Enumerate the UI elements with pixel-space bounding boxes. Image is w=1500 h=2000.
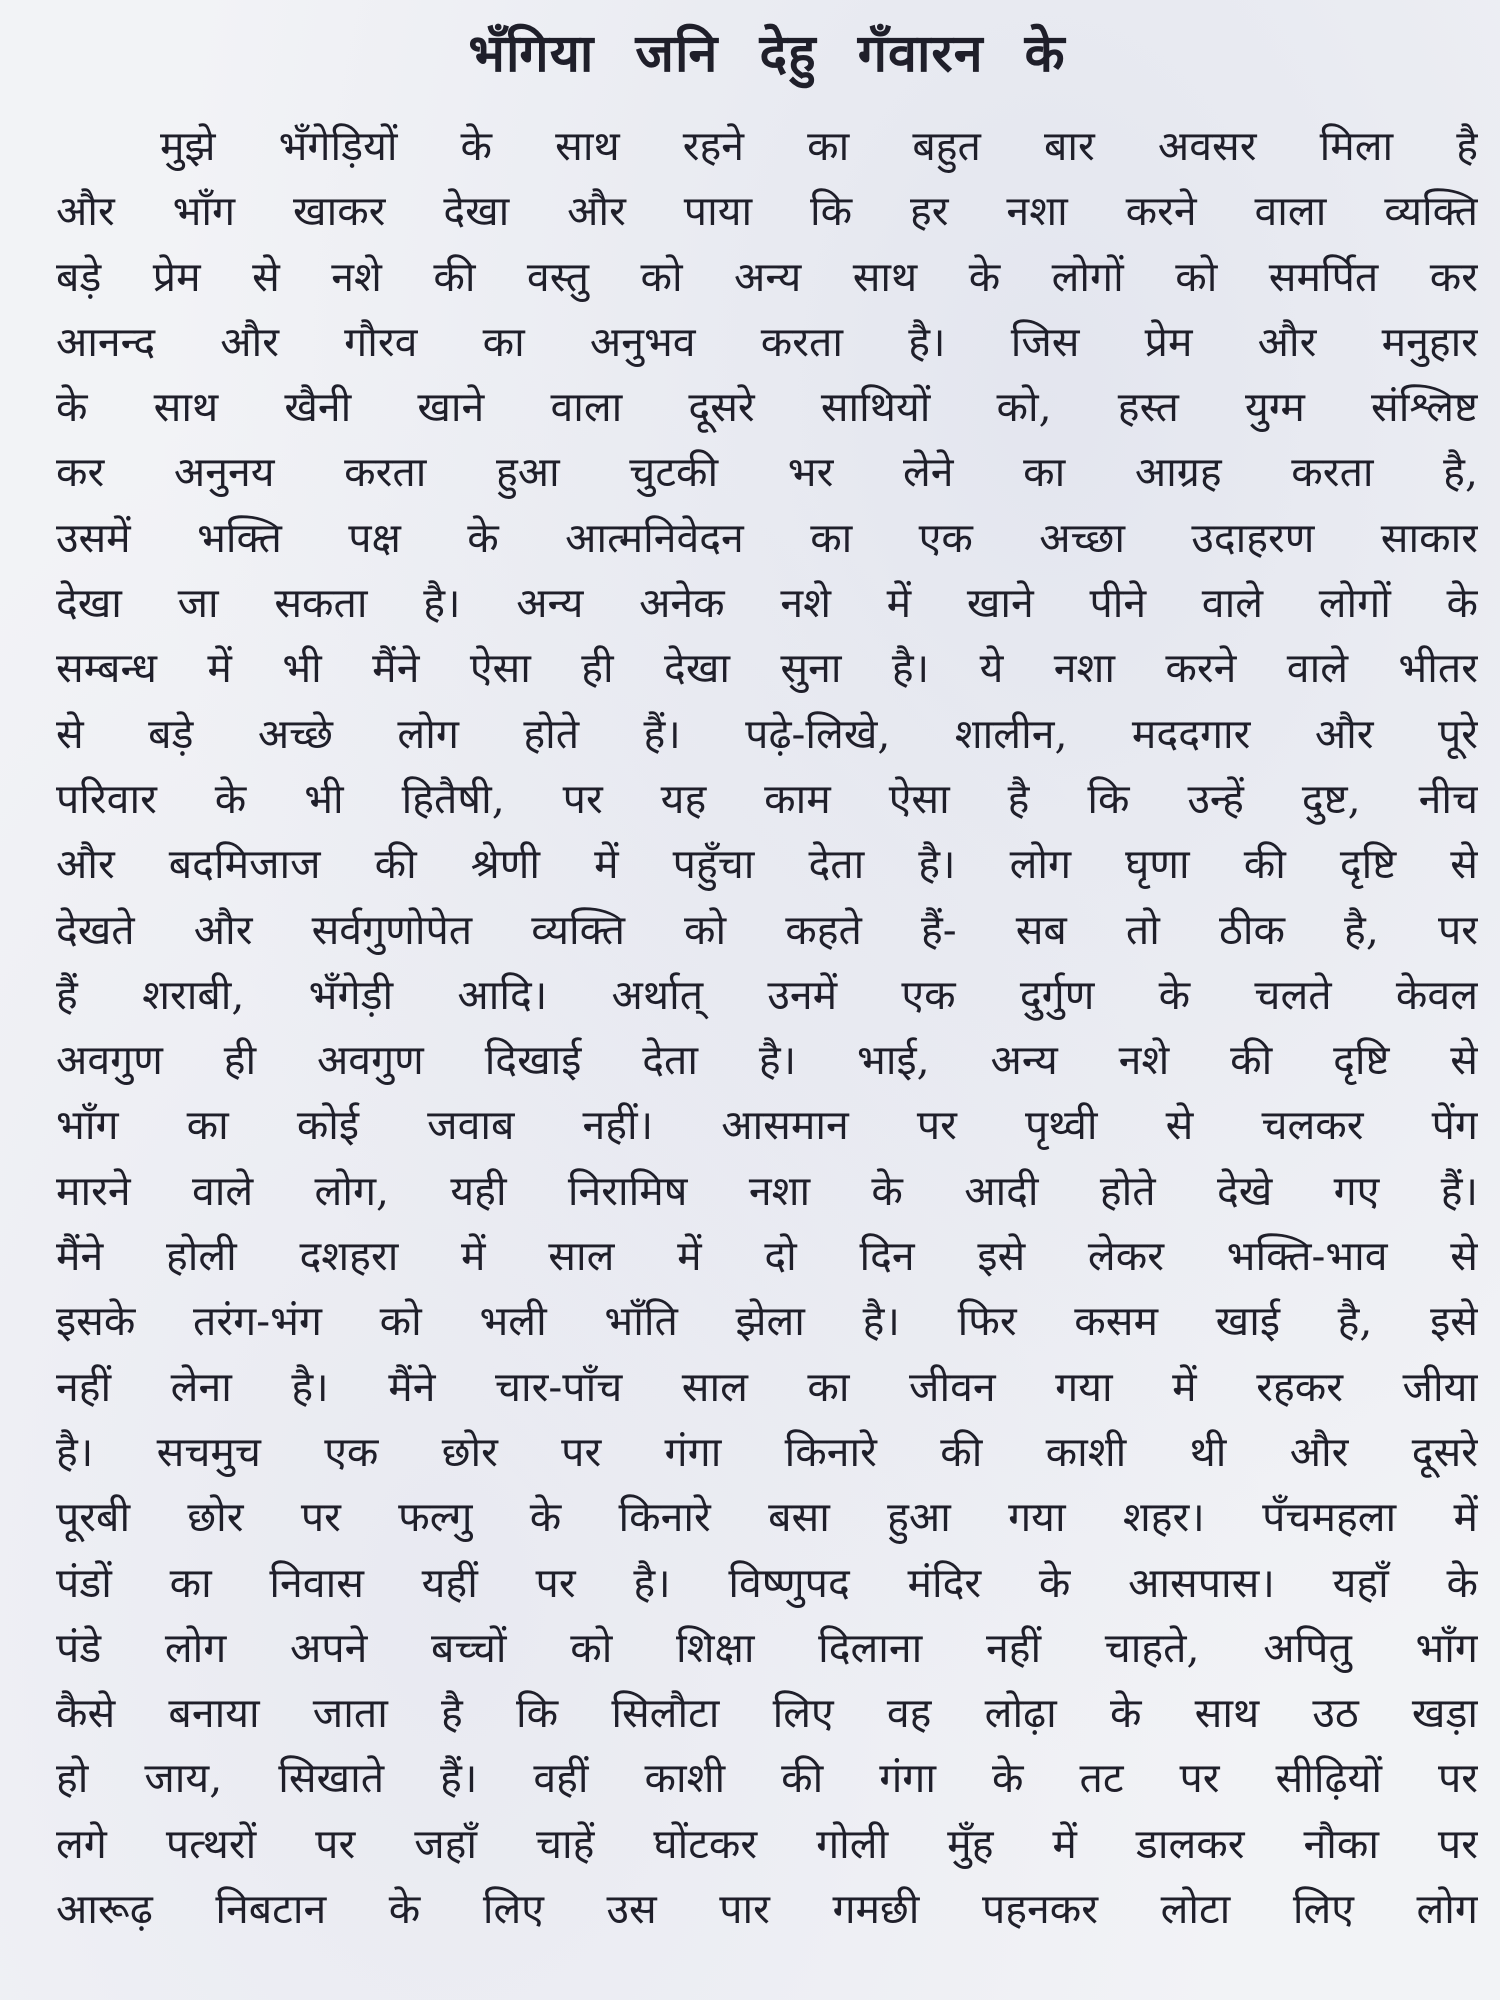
- body-paragraph: [56, 114, 1478, 1942]
- text-line: मारने वाले लोग, यही निरामिष नशा के आदी होते देखे गए हैं।: [56, 1166, 1478, 1215]
- text-line: देखा जा सकता है। अन्य अनेक नशे में खाने पीने वाले लोगों के: [56, 579, 1478, 628]
- text-line: परिवार के भी हितैषी, पर यह काम ऐसा है कि उन्हें दुष्ट, नीच: [56, 774, 1478, 823]
- text-line: उसमें भक्ति पक्ष के आत्मनिवेदन का एक अच्छा उदाहरण साकार: [56, 513, 1478, 562]
- text-line: और बदमिजाज की श्रेणी में पहुँचा देता है। लोग घृणा की दृष्टि से: [56, 840, 1478, 889]
- text-line: मैंने होली दशहरा में साल में दो दिन इसे लेकर भक्ति-भाव से: [56, 1232, 1478, 1281]
- text-line: आनन्द और गौरव का अनुभव करता है। जिस प्रेम और मनुहार: [56, 317, 1478, 366]
- text-line: बड़े प्रेम से नशे की वस्तु को अन्य साथ के लोगों को समर्पित कर: [56, 252, 1478, 301]
- text-line: पंडों का निवास यहीं पर है। विष्णुपद मंदिर के आसपास। यहाँ के: [56, 1558, 1478, 1607]
- text-line: नहीं लेना है। मैंने चार-पाँच साल का जीवन गया में रहकर जीया: [56, 1362, 1478, 1411]
- page-title: भँगिया जनि देहु गँवारन के: [468, 24, 1066, 84]
- text-line: हैं शराबी, भँगेड़ी आदि। अर्थात् उनमें एक दुर्गुण के चलते केवल: [56, 970, 1478, 1019]
- text-line: लगे पत्थरों पर जहाँ चाहें घोंटकर गोली मुँह में डालकर नौका पर: [56, 1819, 1478, 1868]
- text-line: से बड़े अच्छे लोग होते हैं। पढ़े-लिखे, शालीन, मददगार और पूरे: [56, 709, 1478, 758]
- text-line: हो जाय, सिखाते हैं। वहीं काशी की गंगा के तट पर सीढ़ियों पर: [56, 1754, 1478, 1803]
- text-line: सम्बन्ध में भी मैंने ऐसा ही देखा सुना है। ये नशा करने वाले भीतर: [56, 644, 1478, 693]
- text-line: और भाँग खाकर देखा और पाया कि हर नशा करने वाला व्यक्ति: [56, 187, 1478, 236]
- text-line: पूरबी छोर पर फल्गु के किनारे बसा हुआ गया शहर। पँचमहला में: [56, 1493, 1478, 1542]
- text-line: अवगुण ही अवगुण दिखाई देता है। भाई, अन्य नशे की दृष्टि से: [56, 1036, 1478, 1085]
- text-line: पंडे लोग अपने बच्चों को शिक्षा दिलाना नहीं चाहते, अपितु भाँग: [56, 1623, 1478, 1672]
- text-line: देखते और सर्वगुणोपेत व्यक्ति को कहते हैं- सब तो ठीक है, पर: [56, 905, 1478, 954]
- text-line: मुझे भँगेड़ियों के साथ रहने का बहुत बार अवसर मिला है: [160, 122, 1478, 170]
- text-line: इसके तरंग-भंग को भली भाँति झेला है। फिर कसम खाई है, इसे: [56, 1297, 1478, 1346]
- text-line: कैसे बनाया जाता है कि सिलौटा लिए वह लोढ़ा के साथ उठ खड़ा: [56, 1689, 1478, 1738]
- text-line: कर अनुनय करता हुआ चुटकी भर लेने का आग्रह करता है,: [56, 448, 1478, 497]
- text-line: है। सचमुच एक छोर पर गंगा किनारे की काशी थी और दूसरे: [56, 1427, 1478, 1476]
- text-line: आरूढ़ निबटान के लिए उस पार गमछी पहनकर लोटा लिए लोग: [56, 1885, 1478, 1934]
- text-line: के साथ खैनी खाने वाला दूसरे साथियों को, हस्त युग्म संश्लिष्ट: [56, 383, 1478, 432]
- text-line: भाँग का कोई जवाब नहीं। आसमान पर पृथ्वी से चलकर पेंग: [56, 1101, 1478, 1150]
